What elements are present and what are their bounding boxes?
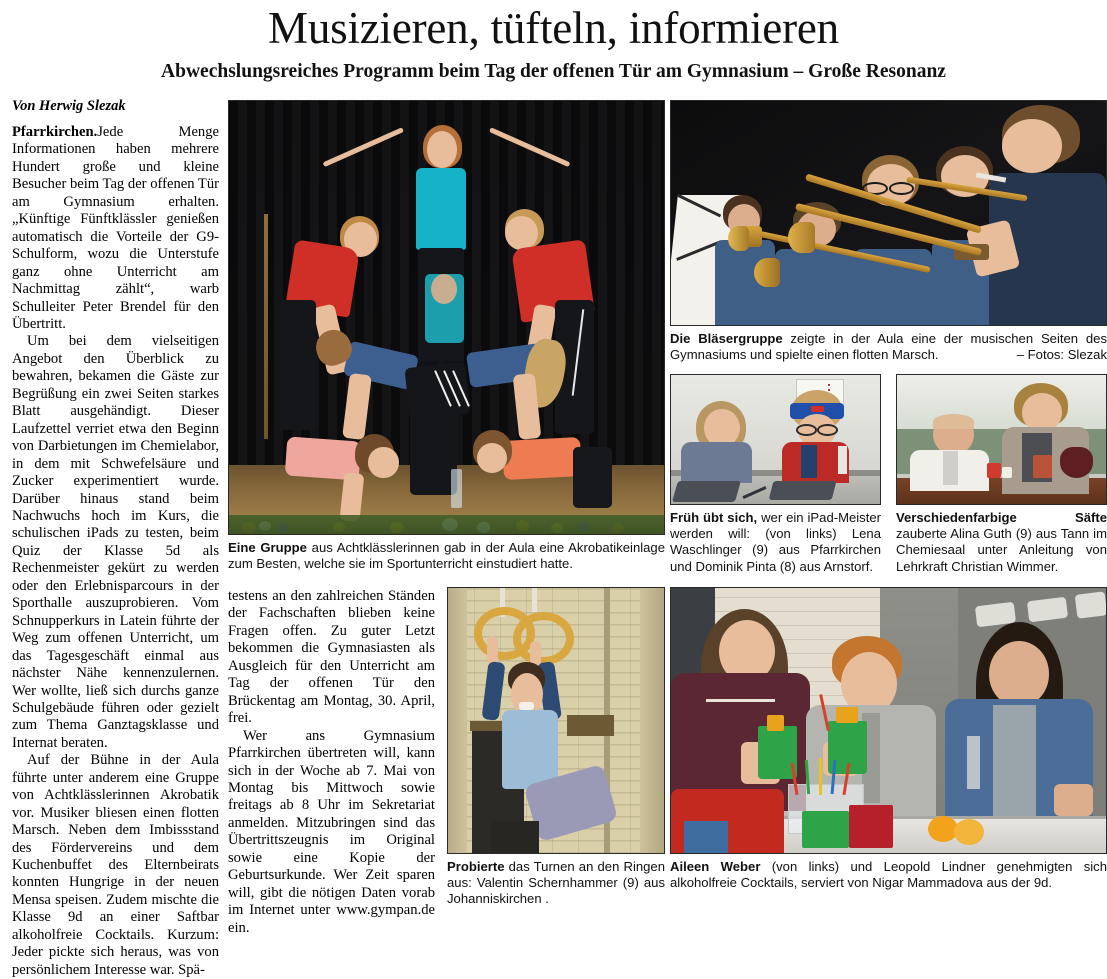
ipad-caption-text: wer ein iPad-Meister werden will: (von links) Lena Waschlinger (9) aus Pfarrkirchen und Dominik Pinta (8) aus Arnstorf. bbox=[670, 510, 882, 574]
cocktail-caption-lead: Aileen Weber bbox=[670, 859, 761, 874]
acrobatics-caption-text: aus Achtklässlerinnen gab in der Aula eine Akrobatikeinlage zum Besten, welche sie im Sportunterricht einstudiert hatte. bbox=[228, 540, 665, 572]
ipad-kids-photo bbox=[670, 374, 881, 505]
brass-band-photo bbox=[670, 100, 1107, 326]
column-one-body bbox=[12, 124, 219, 979]
gym-rings-photo bbox=[447, 587, 665, 854]
brass-caption-text: zeigte in der Aula eine der musischen Seiten des Gymnasiums und spielte einen flotten Marsch. bbox=[670, 331, 1107, 363]
acrobatics-photo bbox=[228, 100, 665, 535]
paragraph-lead bbox=[12, 124, 219, 333]
brass-band-caption bbox=[670, 331, 1107, 363]
page-headline: Musizieren, tüfteln, informieren bbox=[268, 3, 839, 53]
rings-caption-text: das Turnen an den Ringen aus: Valentin Schernhammer (9) aus Johanniskirchen . bbox=[447, 859, 665, 907]
chemistry-caption bbox=[896, 510, 1107, 575]
chemistry-caption-lead: Verschiedenfarbige Säfte bbox=[896, 510, 1107, 525]
page-subheadline: Abwechslungsreiches Programm beim Tag der offenen Tür am Gymnasium – Große Resonanz bbox=[161, 61, 946, 82]
cocktail-caption-text: (von links) und Leopold Lindner genehmigten sich alkoholfreie Cocktails, serviert von Nigar Mammadova aus der 9d. bbox=[670, 859, 1107, 891]
column-two-body bbox=[228, 588, 435, 937]
paragraph-3: Auf der Bühne in der Aula führte unter anderem eine Gruppe von Achtklässlerinnen Akrobatik vor. Musiker bliesen einen flotten Marsch. Neben dem Imbissstand des Fördervereins und dem Kuchenbuffet des Elternbeirats konnten Hungrige in der neuen Mensa speisen. Zudem mischte die Klasse 9d an einer Saftbar alkoholfreie Cocktails. Kurzum: Jeder pickte sich heraus, was von persönlichem Interesse war. Spä- bbox=[12, 752, 219, 978]
column-two bbox=[228, 588, 435, 937]
rings-caption-lead: Probierte bbox=[447, 859, 505, 874]
acrobatics-caption bbox=[228, 540, 665, 572]
paragraph-4: testens an den zahlreichen Ständen der Fachschaften blieben keine Fragen offen. Zu guter Letzt bekommen die Gymnasiasten als Ausgleich für den Unterricht am Tag der offenen Tür den Brückentag am Montag, 30. April, frei. bbox=[228, 588, 435, 727]
acrobatics-caption-lead: Eine Gruppe bbox=[228, 540, 307, 555]
gym-rings-caption bbox=[447, 859, 665, 908]
chemistry-photo bbox=[896, 374, 1107, 505]
dateline: Pfarrkirchen. bbox=[12, 124, 98, 140]
stage-flowers bbox=[229, 478, 664, 534]
cocktail-bar-photo bbox=[670, 587, 1107, 854]
column-one bbox=[12, 98, 219, 979]
chemistry-caption-text: zauberte Alina Guth (9) aus Tann im Chemiesaal unter Anleitung von Lehrkraft Christian Wimmer. bbox=[896, 526, 1107, 574]
paragraph-2: Um bei dem vielseitigen Angebot den Überblick zu bewahren, bekamen die Gäste zur Begrüßung ein zwei Seiten starkes Blatt ausgehändigt. Dieser Laufzettel verriet etwa den Beginn von Darbietungen im Chemielabor, in dem mit Schwefelsäure und Zucker experimentiert wurde. Darüber hinaus stand beim Nachwuchs hoch im Kurs, die schulischen iPads zu testen, beim Quiz der Klasse 5d als Rechenmeister gekürt zu werden oder den Erlebnisparcours in der Sporthalle auszuprobieren. Vom Schnupperkurs in Latein führte der Weg zum offenen Unterricht, um das Tagesgeschäft einmal aus nächster Nähe kennenzulernen. Wer wollte, ließ sich durchs ganze Schulgebäude führen oder gezielt zum Thema Ganztagsklasse und Internat beraten. bbox=[12, 333, 219, 751]
photo-credit: – Fotos: Slezak bbox=[1016, 347, 1107, 363]
brass-caption-lead: Die Bläsergruppe bbox=[670, 331, 783, 346]
paragraph-5: Wer ans Gymnasium Pfarrkirchen übertreten will, kann sich in der Woche ab 7. Mai von Montag bis Mittwoch sowie freitags ab 8 Uhr im Sekretariat anmelden. Mitzubringen sind das Übertrittszeugnis im Original sowie eine Kopie der Geburtsurkunde. Wer Zeit sparen will, gibt die nötigen Daten vorab im Internet unter www.gympan.de ein. bbox=[228, 727, 435, 936]
cocktail-caption bbox=[670, 859, 1107, 891]
byline: Von Herwig Slezak bbox=[12, 98, 126, 114]
paragraph-1-text: Jede Menge Informationen haben mehrere Hundert große und kleine Besucher beim Tag der offenen Tür am Gymnasium erhalten. „Künftige Fünftklässler genießen automatisch die Vorteile der G9-Schulform, wozu die Unterstufe ganz ohne Unterricht am Nachmittag zählt“, warb Schulleiter Peter Brendel für den Übertritt. bbox=[12, 124, 219, 332]
ipad-caption-lead: Früh übt sich, bbox=[670, 510, 758, 525]
ipad-caption bbox=[670, 510, 881, 575]
